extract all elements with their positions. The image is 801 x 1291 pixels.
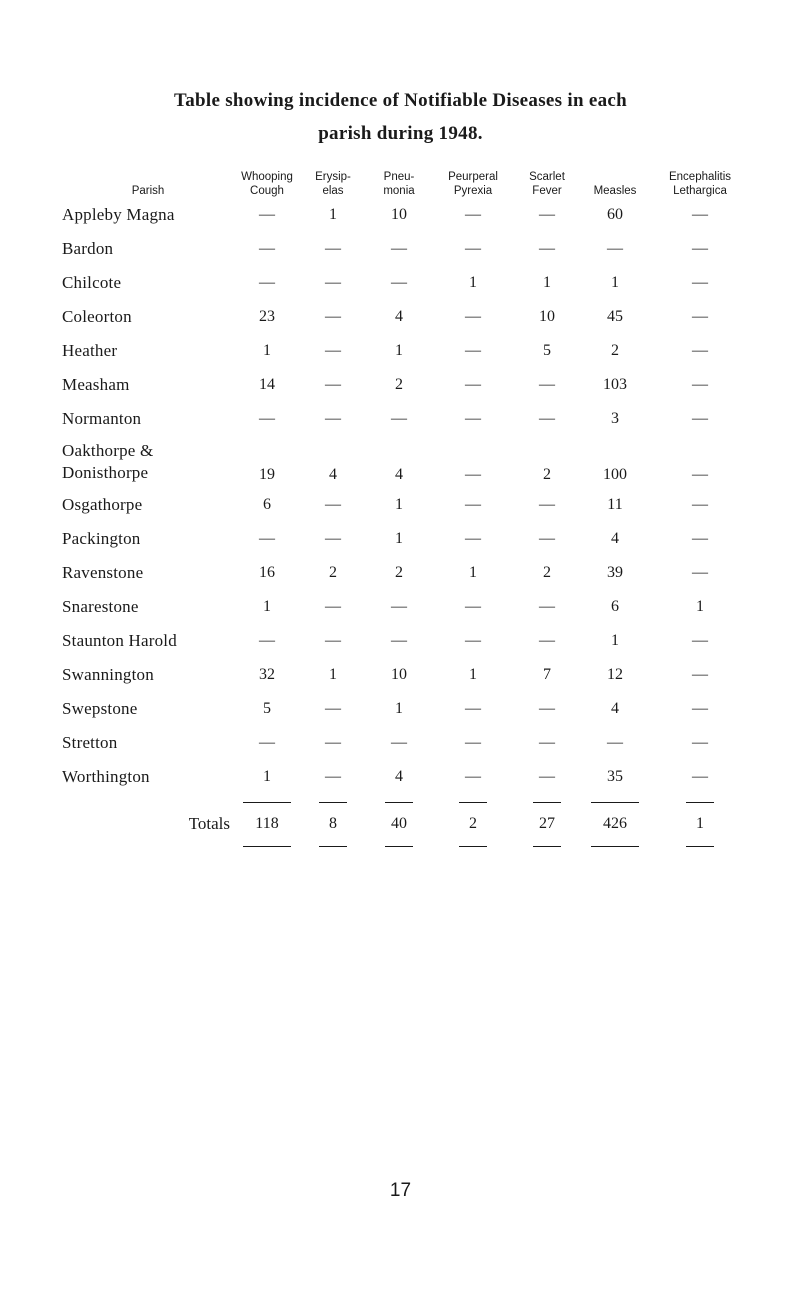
- parish-name: Ravenstone: [62, 563, 144, 582]
- totals-row: [62, 810, 750, 838]
- table-row: [62, 232, 750, 266]
- cell-measles: —: [607, 240, 623, 257]
- parish-name: Snarestone: [62, 597, 139, 616]
- column-header-encephalitis-lethargica: Encephalitis Lethargica: [668, 171, 731, 197]
- cell-whooping-cough: 32: [259, 666, 275, 683]
- table-row: [62, 692, 750, 726]
- cell-scarlet-fever: —: [539, 768, 555, 785]
- cell-measles: 39: [607, 564, 623, 581]
- cell-encephalitis-lethargica: —: [692, 240, 708, 257]
- cell-erysipelas: 2: [329, 564, 337, 581]
- table-row: [62, 624, 750, 658]
- parish-name: Measham: [62, 375, 130, 394]
- cell-pneumonia: 1: [395, 342, 403, 359]
- cell-pneumonia: —: [391, 734, 407, 751]
- cell-measles: 100: [603, 466, 627, 483]
- cell-scarlet-fever: —: [539, 206, 555, 223]
- cell-erysipelas: —: [325, 632, 341, 649]
- cell-measles: 103: [603, 376, 627, 393]
- cell-encephalitis-lethargica: —: [692, 632, 708, 649]
- total-rule-line: [319, 802, 347, 803]
- cell-measles: 2: [611, 342, 619, 359]
- parish-name: Swannington: [62, 665, 154, 684]
- total-rule-line: [591, 846, 639, 847]
- cell-whooping-cough: —: [259, 410, 275, 427]
- rule-cell: [514, 838, 580, 854]
- cell-scarlet-fever: —: [539, 240, 555, 257]
- cell-whooping-cough: 23: [259, 308, 275, 325]
- cell-pneumonia: 10: [391, 666, 407, 683]
- cell-peurperal-pyrexia: 1: [469, 274, 477, 291]
- cell-erysipelas: 1: [329, 206, 337, 223]
- cell-pneumonia: 1: [395, 700, 403, 717]
- parish-name: Osgathorpe: [62, 495, 143, 514]
- page-number: 17: [389, 1180, 412, 1201]
- cell-whooping-cough: —: [259, 632, 275, 649]
- column-header-measles: Measles: [593, 185, 637, 197]
- cell-pneumonia: 4: [395, 768, 403, 785]
- totals-label: Totals: [188, 814, 230, 833]
- cell-pneumonia: 4: [395, 466, 403, 483]
- rule-cell: [300, 838, 366, 854]
- cell-measles: 1: [611, 274, 619, 291]
- total-encephalitis-lethargica: 1: [696, 815, 704, 832]
- cell-encephalitis-lethargica: —: [692, 564, 708, 581]
- table-row: [62, 402, 750, 436]
- cell-peurperal-pyrexia: —: [465, 700, 481, 717]
- cell-measles: —: [607, 734, 623, 751]
- cell-erysipelas: —: [325, 496, 341, 513]
- cell-pneumonia: —: [391, 598, 407, 615]
- cell-peurperal-pyrexia: —: [465, 376, 481, 393]
- cell-whooping-cough: 16: [259, 564, 275, 581]
- cell-peurperal-pyrexia: —: [465, 308, 481, 325]
- parish-name: Appleby Magna: [62, 205, 175, 224]
- cell-scarlet-fever: —: [539, 632, 555, 649]
- table-title: [0, 84, 801, 150]
- cell-scarlet-fever: —: [539, 410, 555, 427]
- rule-cell: [366, 838, 432, 854]
- cell-scarlet-fever: —: [539, 700, 555, 717]
- parish-name: Normanton: [62, 409, 142, 428]
- cell-peurperal-pyrexia: —: [465, 410, 481, 427]
- cell-pneumonia: 1: [395, 496, 403, 513]
- rule-above-totals: [62, 794, 750, 810]
- cell-encephalitis-lethargica: —: [692, 700, 708, 717]
- total-scarlet-fever: 27: [539, 815, 555, 832]
- parish-name: Oakthorpe & Donisthorpe: [62, 441, 154, 482]
- rule-below-totals: [62, 838, 750, 854]
- rule-spacer: [62, 838, 234, 854]
- total-rule-line: [459, 846, 487, 847]
- cell-measles: 35: [607, 768, 623, 785]
- column-header-erysipelas: Erysip- elas: [315, 171, 351, 197]
- cell-measles: 60: [607, 206, 623, 223]
- cell-peurperal-pyrexia: —: [465, 206, 481, 223]
- rule-cell: [650, 838, 750, 854]
- cell-pneumonia: 2: [395, 376, 403, 393]
- rule-cell: [580, 838, 650, 854]
- total-pneumonia: 40: [391, 815, 407, 832]
- table-row: [62, 488, 750, 522]
- cell-erysipelas: —: [325, 700, 341, 717]
- cell-measles: 11: [607, 496, 623, 513]
- table-row: [62, 266, 750, 300]
- header-row: [62, 162, 750, 198]
- table-row: [62, 522, 750, 556]
- cell-whooping-cough: —: [259, 206, 275, 223]
- cell-scarlet-fever: —: [539, 530, 555, 547]
- column-header-parish: Parish: [131, 185, 165, 197]
- table-row: [62, 436, 750, 488]
- total-rule-line: [533, 846, 561, 847]
- table-row: [62, 726, 750, 760]
- rule-cell: [580, 794, 650, 810]
- total-whooping-cough: 118: [255, 815, 279, 832]
- cell-whooping-cough: —: [259, 530, 275, 547]
- total-peurperal-pyrexia: 2: [469, 815, 477, 832]
- total-erysipelas: 8: [329, 815, 337, 832]
- cell-erysipelas: —: [325, 530, 341, 547]
- cell-pneumonia: 1: [395, 530, 403, 547]
- total-rule-line: [459, 802, 487, 803]
- parish-name: Chilcote: [62, 273, 122, 292]
- cell-scarlet-fever: 1: [543, 274, 551, 291]
- parish-name: Coleorton: [62, 307, 132, 326]
- table-row: [62, 198, 750, 232]
- cell-measles: 6: [611, 598, 619, 615]
- rule-cell: [234, 794, 300, 810]
- cell-erysipelas: —: [325, 274, 341, 291]
- cell-encephalitis-lethargica: —: [692, 768, 708, 785]
- cell-measles: 45: [607, 308, 623, 325]
- cell-peurperal-pyrexia: —: [465, 466, 481, 483]
- rule-cell: [650, 794, 750, 810]
- cell-pneumonia: —: [391, 274, 407, 291]
- cell-whooping-cough: 1: [263, 768, 271, 785]
- cell-peurperal-pyrexia: —: [465, 632, 481, 649]
- total-rule-line: [591, 802, 639, 803]
- cell-scarlet-fever: —: [539, 376, 555, 393]
- total-rule-line: [243, 802, 291, 803]
- column-header-pneumonia: Pneu- monia: [383, 171, 415, 197]
- total-rule-line: [385, 846, 413, 847]
- total-rule-line: [243, 846, 291, 847]
- cell-scarlet-fever: —: [539, 598, 555, 615]
- table-row: [62, 368, 750, 402]
- cell-erysipelas: —: [325, 734, 341, 751]
- cell-encephalitis-lethargica: —: [692, 496, 708, 513]
- cell-whooping-cough: 14: [259, 376, 275, 393]
- cell-whooping-cough: —: [259, 734, 275, 751]
- parish-name: Staunton Harold: [62, 631, 177, 650]
- cell-encephalitis-lethargica: —: [692, 410, 708, 427]
- cell-whooping-cough: 6: [263, 496, 271, 513]
- parish-name: Heather: [62, 341, 118, 360]
- rule-cell: [300, 794, 366, 810]
- rule-cell: [514, 794, 580, 810]
- cell-scarlet-fever: 7: [543, 666, 551, 683]
- parish-name: Bardon: [62, 239, 114, 258]
- cell-peurperal-pyrexia: 1: [469, 666, 477, 683]
- rule-spacer: [62, 794, 234, 810]
- cell-peurperal-pyrexia: —: [465, 530, 481, 547]
- table-row: [62, 760, 750, 794]
- cell-erysipelas: —: [325, 768, 341, 785]
- rule-cell: [432, 838, 514, 854]
- disease-incidence-table: [62, 162, 750, 854]
- cell-encephalitis-lethargica: —: [692, 666, 708, 683]
- cell-peurperal-pyrexia: —: [465, 496, 481, 513]
- cell-scarlet-fever: 5: [543, 342, 551, 359]
- cell-scarlet-fever: —: [539, 734, 555, 751]
- table-row: [62, 590, 750, 624]
- rule-cell: [366, 794, 432, 810]
- rule-cell: [432, 794, 514, 810]
- cell-erysipelas: —: [325, 376, 341, 393]
- cell-encephalitis-lethargica: —: [692, 466, 708, 483]
- parish-name: Packington: [62, 529, 141, 548]
- cell-pneumonia: —: [391, 410, 407, 427]
- cell-measles: 4: [611, 530, 619, 547]
- cell-erysipelas: 1: [329, 666, 337, 683]
- cell-encephalitis-lethargica: —: [692, 274, 708, 291]
- column-header-scarlet-fever: Scarlet Fever: [529, 171, 565, 197]
- cell-encephalitis-lethargica: —: [692, 308, 708, 325]
- table-body: [62, 198, 750, 854]
- cell-encephalitis-lethargica: —: [692, 206, 708, 223]
- cell-whooping-cough: —: [259, 240, 275, 257]
- table-row: [62, 300, 750, 334]
- parish-name: Worthington: [62, 767, 150, 786]
- cell-whooping-cough: —: [259, 274, 275, 291]
- total-rule-line: [319, 846, 347, 847]
- title-line-2: parish during 1948.: [318, 123, 483, 144]
- total-rule-line: [533, 802, 561, 803]
- cell-encephalitis-lethargica: —: [692, 734, 708, 751]
- cell-measles: 1: [611, 632, 619, 649]
- column-header-whooping-cough: Whooping Cough: [241, 171, 293, 197]
- cell-peurperal-pyrexia: —: [465, 342, 481, 359]
- cell-pneumonia: 10: [391, 206, 407, 223]
- cell-peurperal-pyrexia: —: [465, 240, 481, 257]
- cell-peurperal-pyrexia: —: [465, 768, 481, 785]
- column-header-peurperal-pyrexia: Peurperal Pyrexia: [448, 171, 498, 197]
- cell-erysipelas: —: [325, 308, 341, 325]
- total-measles: 426: [603, 815, 627, 832]
- total-rule-line: [385, 802, 413, 803]
- cell-measles: 3: [611, 410, 619, 427]
- cell-scarlet-fever: 10: [539, 308, 555, 325]
- cell-erysipelas: 4: [329, 466, 337, 483]
- cell-erysipelas: —: [325, 342, 341, 359]
- cell-erysipelas: —: [325, 410, 341, 427]
- cell-pneumonia: —: [391, 632, 407, 649]
- table-row: [62, 658, 750, 692]
- table-row: [62, 556, 750, 590]
- cell-erysipelas: —: [325, 598, 341, 615]
- cell-encephalitis-lethargica: —: [692, 376, 708, 393]
- cell-erysipelas: —: [325, 240, 341, 257]
- cell-pneumonia: —: [391, 240, 407, 257]
- table-row: [62, 334, 750, 368]
- cell-whooping-cough: 19: [259, 466, 275, 483]
- cell-encephalitis-lethargica: —: [692, 530, 708, 547]
- cell-measles: 4: [611, 700, 619, 717]
- rule-cell: [234, 838, 300, 854]
- cell-encephalitis-lethargica: 1: [696, 598, 704, 615]
- cell-scarlet-fever: 2: [543, 466, 551, 483]
- total-rule-line: [686, 802, 714, 803]
- cell-whooping-cough: 5: [263, 700, 271, 717]
- cell-measles: 12: [607, 666, 623, 683]
- cell-whooping-cough: 1: [263, 342, 271, 359]
- cell-peurperal-pyrexia: —: [465, 734, 481, 751]
- cell-peurperal-pyrexia: —: [465, 598, 481, 615]
- cell-peurperal-pyrexia: 1: [469, 564, 477, 581]
- cell-scarlet-fever: 2: [543, 564, 551, 581]
- cell-pneumonia: 2: [395, 564, 403, 581]
- cell-pneumonia: 4: [395, 308, 403, 325]
- cell-whooping-cough: 1: [263, 598, 271, 615]
- title-line-1: Table showing incidence of Notifiable Diseases in each: [173, 90, 628, 111]
- cell-scarlet-fever: —: [539, 496, 555, 513]
- parish-name: Swepstone: [62, 699, 138, 718]
- cell-encephalitis-lethargica: —: [692, 342, 708, 359]
- parish-name: Stretton: [62, 733, 118, 752]
- total-rule-line: [686, 846, 714, 847]
